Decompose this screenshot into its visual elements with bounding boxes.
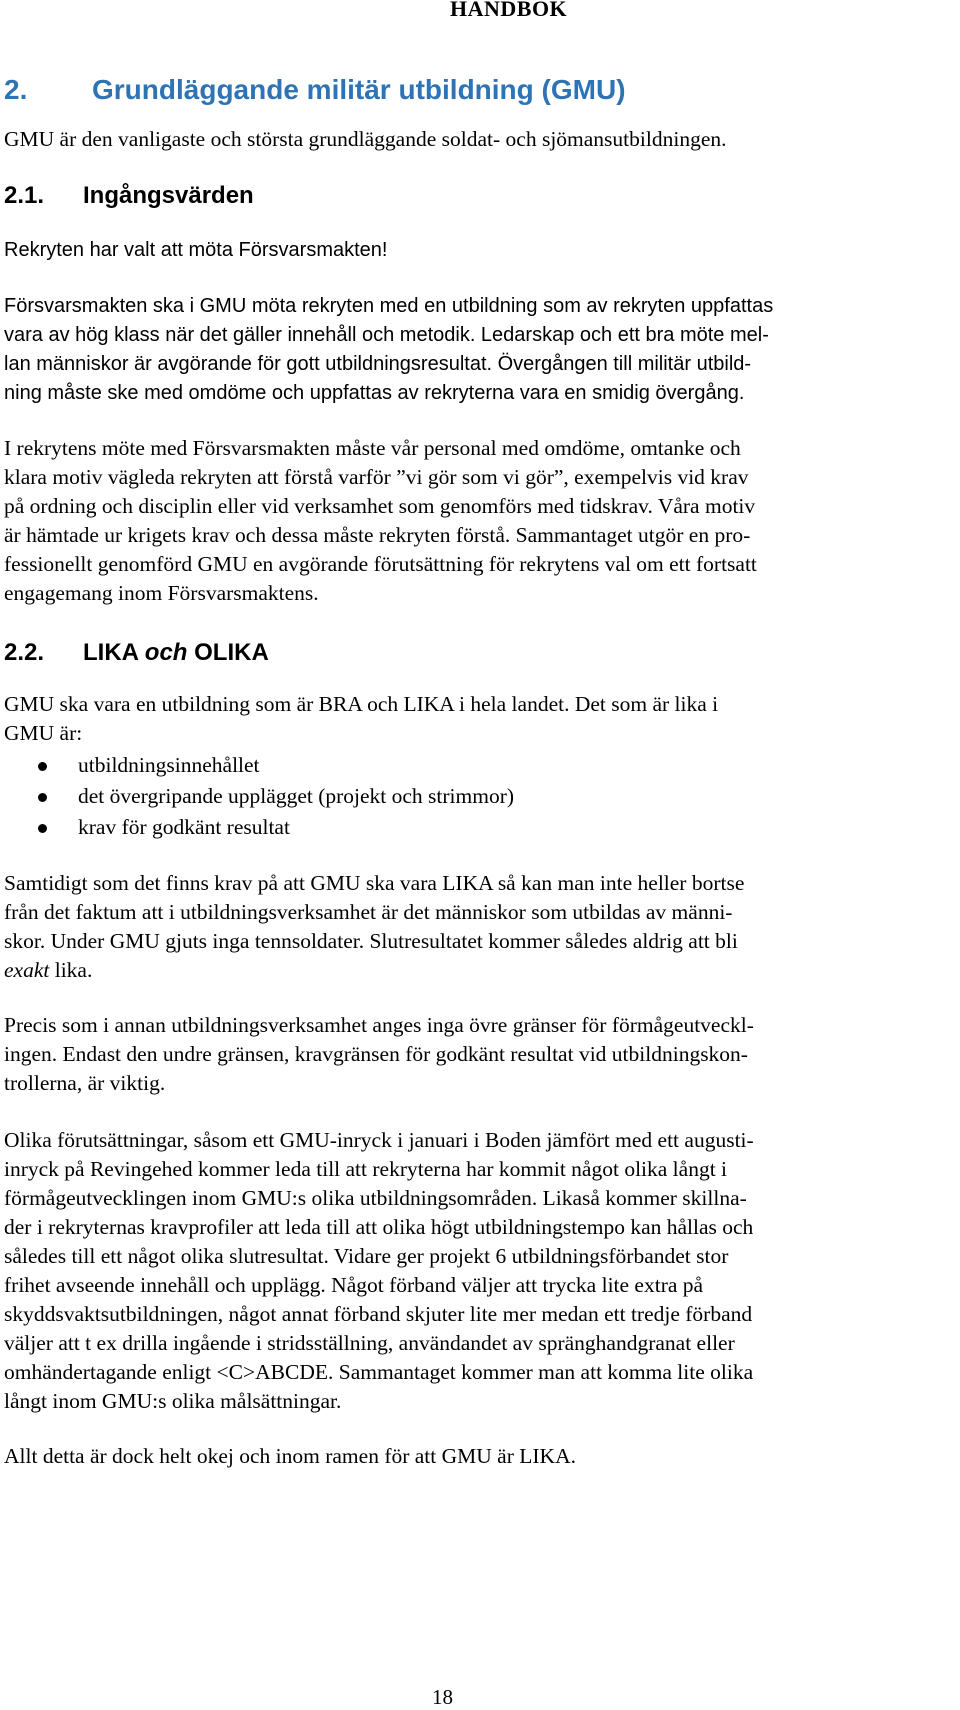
section-title: Grundläggande militär utbildning (GMU) <box>92 74 626 105</box>
paragraph-line: Rekryten har valt att möta Försvarsmakten! <box>4 239 388 261</box>
bullet-icon <box>38 824 47 833</box>
paragraph-line: vara av hög klass när det gäller innehåll och metodik. Ledarskap och ett bra möte mel- <box>4 324 769 346</box>
paragraph-line: långt inom GMU:s olika målsättningar. <box>4 1389 342 1413</box>
paragraph-line: på ordning och disciplin eller vid verksamhet som genomförs med tidskrav. Våra motiv <box>4 494 756 518</box>
subsection-title: Ingångsvärden <box>83 182 254 209</box>
paragraph-line: väljer att t ex drilla ingående i stridsställning, användandet av spränghandgranat eller <box>4 1331 735 1355</box>
paragraph-line: GMU är: <box>4 721 83 745</box>
paragraph-line: ning måste ske med omdöme och uppfattas av rekryterna vara en smidig övergång. <box>4 382 745 404</box>
paragraph-line: I rekrytens möte med Försvarsmakten måste vår personal med omdöme, omtanke och <box>4 436 741 460</box>
paragraph-line: Försvarsmakten ska i GMU möta rekryten med en utbildning som av rekryten uppfattas <box>4 295 774 317</box>
paragraph-line: lan människor är avgörande för gott utbildningsresultat. Övergången till militär utbild- <box>4 353 752 375</box>
paragraph-line: Olika förutsättningar, såsom ett GMU-inryck i januari i Boden jämfört med ett augusti- <box>4 1128 754 1152</box>
page-number: 18 <box>432 1685 453 1709</box>
list-item: det övergripande upplägget (projekt och strimmor) <box>78 784 515 808</box>
paragraph-line: inryck på Revingehed kommer leda till att rekryterna har kommit något olika långt i <box>4 1157 728 1181</box>
paragraph-line: fessionellt genomförd GMU en avgörande förutsättning för rekrytens val om ett fortsatt <box>4 552 757 576</box>
list-item: utbildningsinnehållet <box>78 753 260 777</box>
paragraph-line: Allt detta är dock helt okej och inom ramen för att GMU är LIKA. <box>4 1444 576 1468</box>
paragraph-line: skyddsvaktsutbildningen, något annat förband skjuter lite mer medan ett tredje förband <box>4 1302 753 1326</box>
paragraph-line: klara motiv vägleda rekryten att förstå varför ”vi gör som vi gör”, exempelvis vid krav <box>4 465 749 489</box>
subsection-number: 2.1. <box>4 182 45 209</box>
paragraph-line: frihet avseende innehåll och upplägg. Något förband väljer att trycka lite extra på <box>4 1273 704 1297</box>
paragraph-line: således till ett något olika slutresultat. Vidare ger projekt 6 utbildningsförbandet stor <box>4 1244 729 1268</box>
running-header: HANDBOK <box>450 0 568 21</box>
bullet-icon <box>38 793 47 802</box>
paragraph-line: trollerna, är viktig. <box>4 1071 166 1095</box>
bullet-icon <box>38 762 47 771</box>
paragraph-line: der i rekryternas kravprofiler att leda till att olika högt utbildningstempo kan hållas och <box>4 1215 754 1239</box>
subsection-title: LIKA och OLIKA <box>83 639 269 666</box>
paragraph-line: från det faktum att i utbildningsverksamhet är det människor som utbildas av männi- <box>4 900 733 924</box>
paragraph-line: förmågeutvecklingen inom GMU:s olika utbildningsområden. Likaså kommer skillna- <box>4 1186 747 1210</box>
paragraph-line: engagemang inom Försvarsmaktens. <box>4 581 319 605</box>
paragraph-line: exakt lika. <box>4 958 93 982</box>
section-number: 2. <box>4 74 28 105</box>
paragraph-line: skor. Under GMU gjuts inga tennsoldater. Slutresultatet kommer således aldrig att bli <box>4 929 738 953</box>
paragraph-line: är hämtade ur krigets krav och dessa måste rekryten förstå. Sammantaget utgör en pro- <box>4 523 751 547</box>
paragraph-line: ingen. Endast den undre gränsen, kravgränsen för godkänt resultat vid utbildningskon- <box>4 1042 748 1066</box>
subsection-number: 2.2. <box>4 639 45 666</box>
list-item: krav för godkänt resultat <box>78 815 290 839</box>
paragraph-line: omhändertagande enligt <C>ABCDE. Sammantaget kommer man att komma lite olika <box>4 1360 754 1384</box>
paragraph-line: GMU ska vara en utbildning som är BRA och LIKA i hela landet. Det som är lika i <box>4 692 719 716</box>
paragraph-line: Samtidigt som det finns krav på att GMU ska vara LIKA så kan man inte heller bortse <box>4 871 745 895</box>
intro-paragraph: GMU är den vanligaste och största grundläggande soldat- och sjömansutbildningen. <box>4 127 727 151</box>
paragraph-line: Precis som i annan utbildningsverksamhet anges inga övre gränser för förmågeutveckl- <box>4 1013 754 1037</box>
